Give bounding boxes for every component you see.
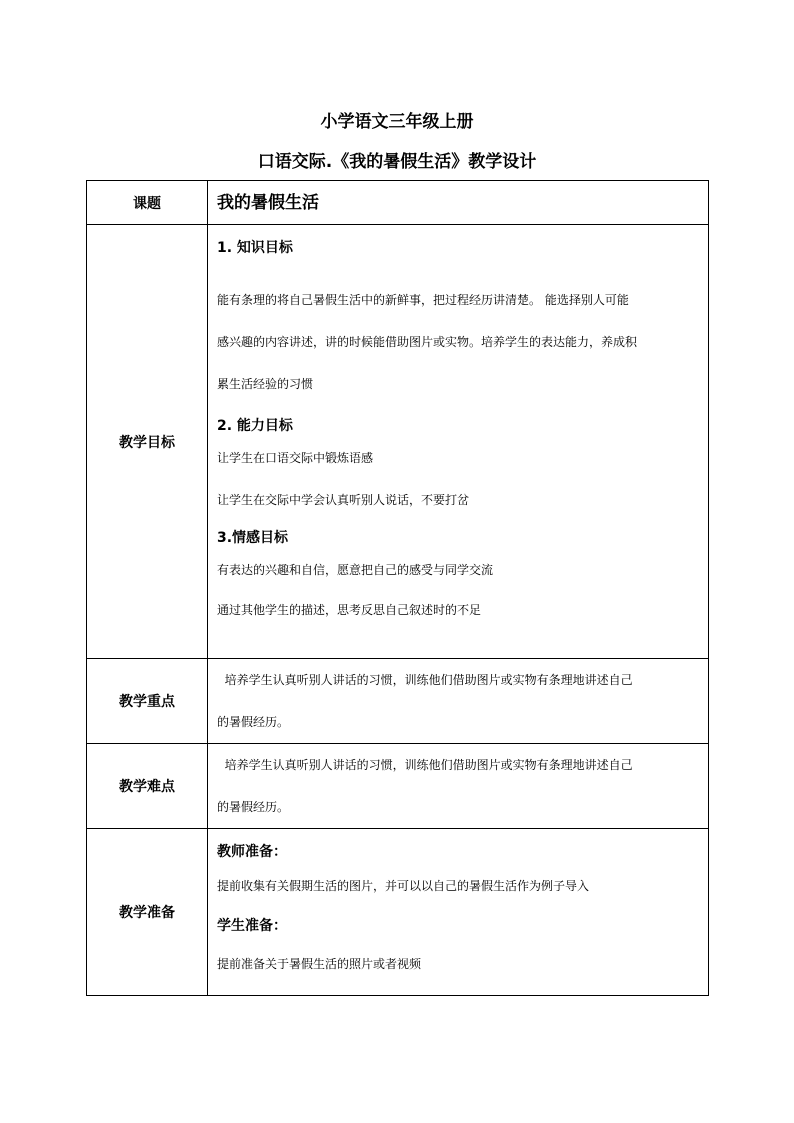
difficulties-label: 教学难点	[87, 744, 208, 829]
key-points-row	[87, 659, 709, 744]
goals-row	[87, 225, 709, 659]
difficulties-row	[87, 744, 709, 829]
key-points-line: 的暑假经历。	[217, 715, 290, 729]
ability-heading: 2. 能力目标	[217, 418, 293, 434]
key-points-cell	[208, 659, 709, 744]
emotion-heading: 3.情感目标	[217, 530, 289, 546]
topic-value: 我的暑假生活	[217, 192, 319, 213]
topic-label: 课题	[87, 181, 208, 225]
student-prep-text: 提前准备关于暑假生活的照片或者视频	[217, 957, 422, 971]
key-points-label: 教学重点	[87, 659, 208, 744]
key-points-line: 培养学生认真听别人讲话的习惯，训练他们借助图片或实物有条理地讲述自己	[217, 673, 633, 687]
knowledge-line: 能有条理的将自己暑假生活中的新鲜事，把过程经历讲清楚。 能选择别人可能	[217, 293, 629, 307]
goals-label: 教学目标	[87, 225, 208, 659]
difficulties-cell	[208, 744, 709, 829]
difficulties-line: 培养学生认真听别人讲话的习惯，训练他们借助图片或实物有条理地讲述自己	[217, 758, 633, 772]
lesson-plan-table	[86, 180, 709, 996]
knowledge-line: 感兴趣的内容讲述，讲的时候能借助图片或实物。培养学生的表达能力，养成积	[217, 335, 638, 349]
topic-cell	[208, 181, 709, 225]
document-title: 小学语文三年级上册	[320, 112, 474, 132]
ability-item: 让学生在交际中学会认真听别人说话，不要打岔	[217, 493, 470, 507]
document-subtitle: 口语交际.《我的暑假生活》教学设计	[257, 152, 537, 172]
goals-cell	[208, 225, 709, 659]
ability-item: 让学生在口语交际中锻炼语感	[217, 451, 374, 465]
difficulties-line: 的暑假经历。	[217, 800, 290, 814]
topic-row	[87, 181, 709, 225]
knowledge-heading: 1. 知识目标	[217, 240, 293, 256]
teacher-prep-text: 提前收集有关假期生活的图片，并可以以自己的暑假生活作为例子导入	[217, 879, 590, 893]
student-prep-heading: 学生准备：	[217, 918, 287, 934]
preparation-row	[87, 829, 709, 996]
preparation-label: 教学准备	[87, 829, 208, 996]
emotion-item: 有表达的兴趣和自信，愿意把自己的感受与同学交流	[217, 563, 494, 577]
emotion-item: 通过其他学生的描述，思考反思自己叙述时的不足	[217, 603, 482, 617]
knowledge-line: 累生活经验的习惯	[217, 377, 314, 391]
teacher-prep-heading: 教师准备：	[217, 844, 287, 860]
preparation-cell	[208, 829, 709, 996]
knowledge-text	[217, 279, 702, 405]
